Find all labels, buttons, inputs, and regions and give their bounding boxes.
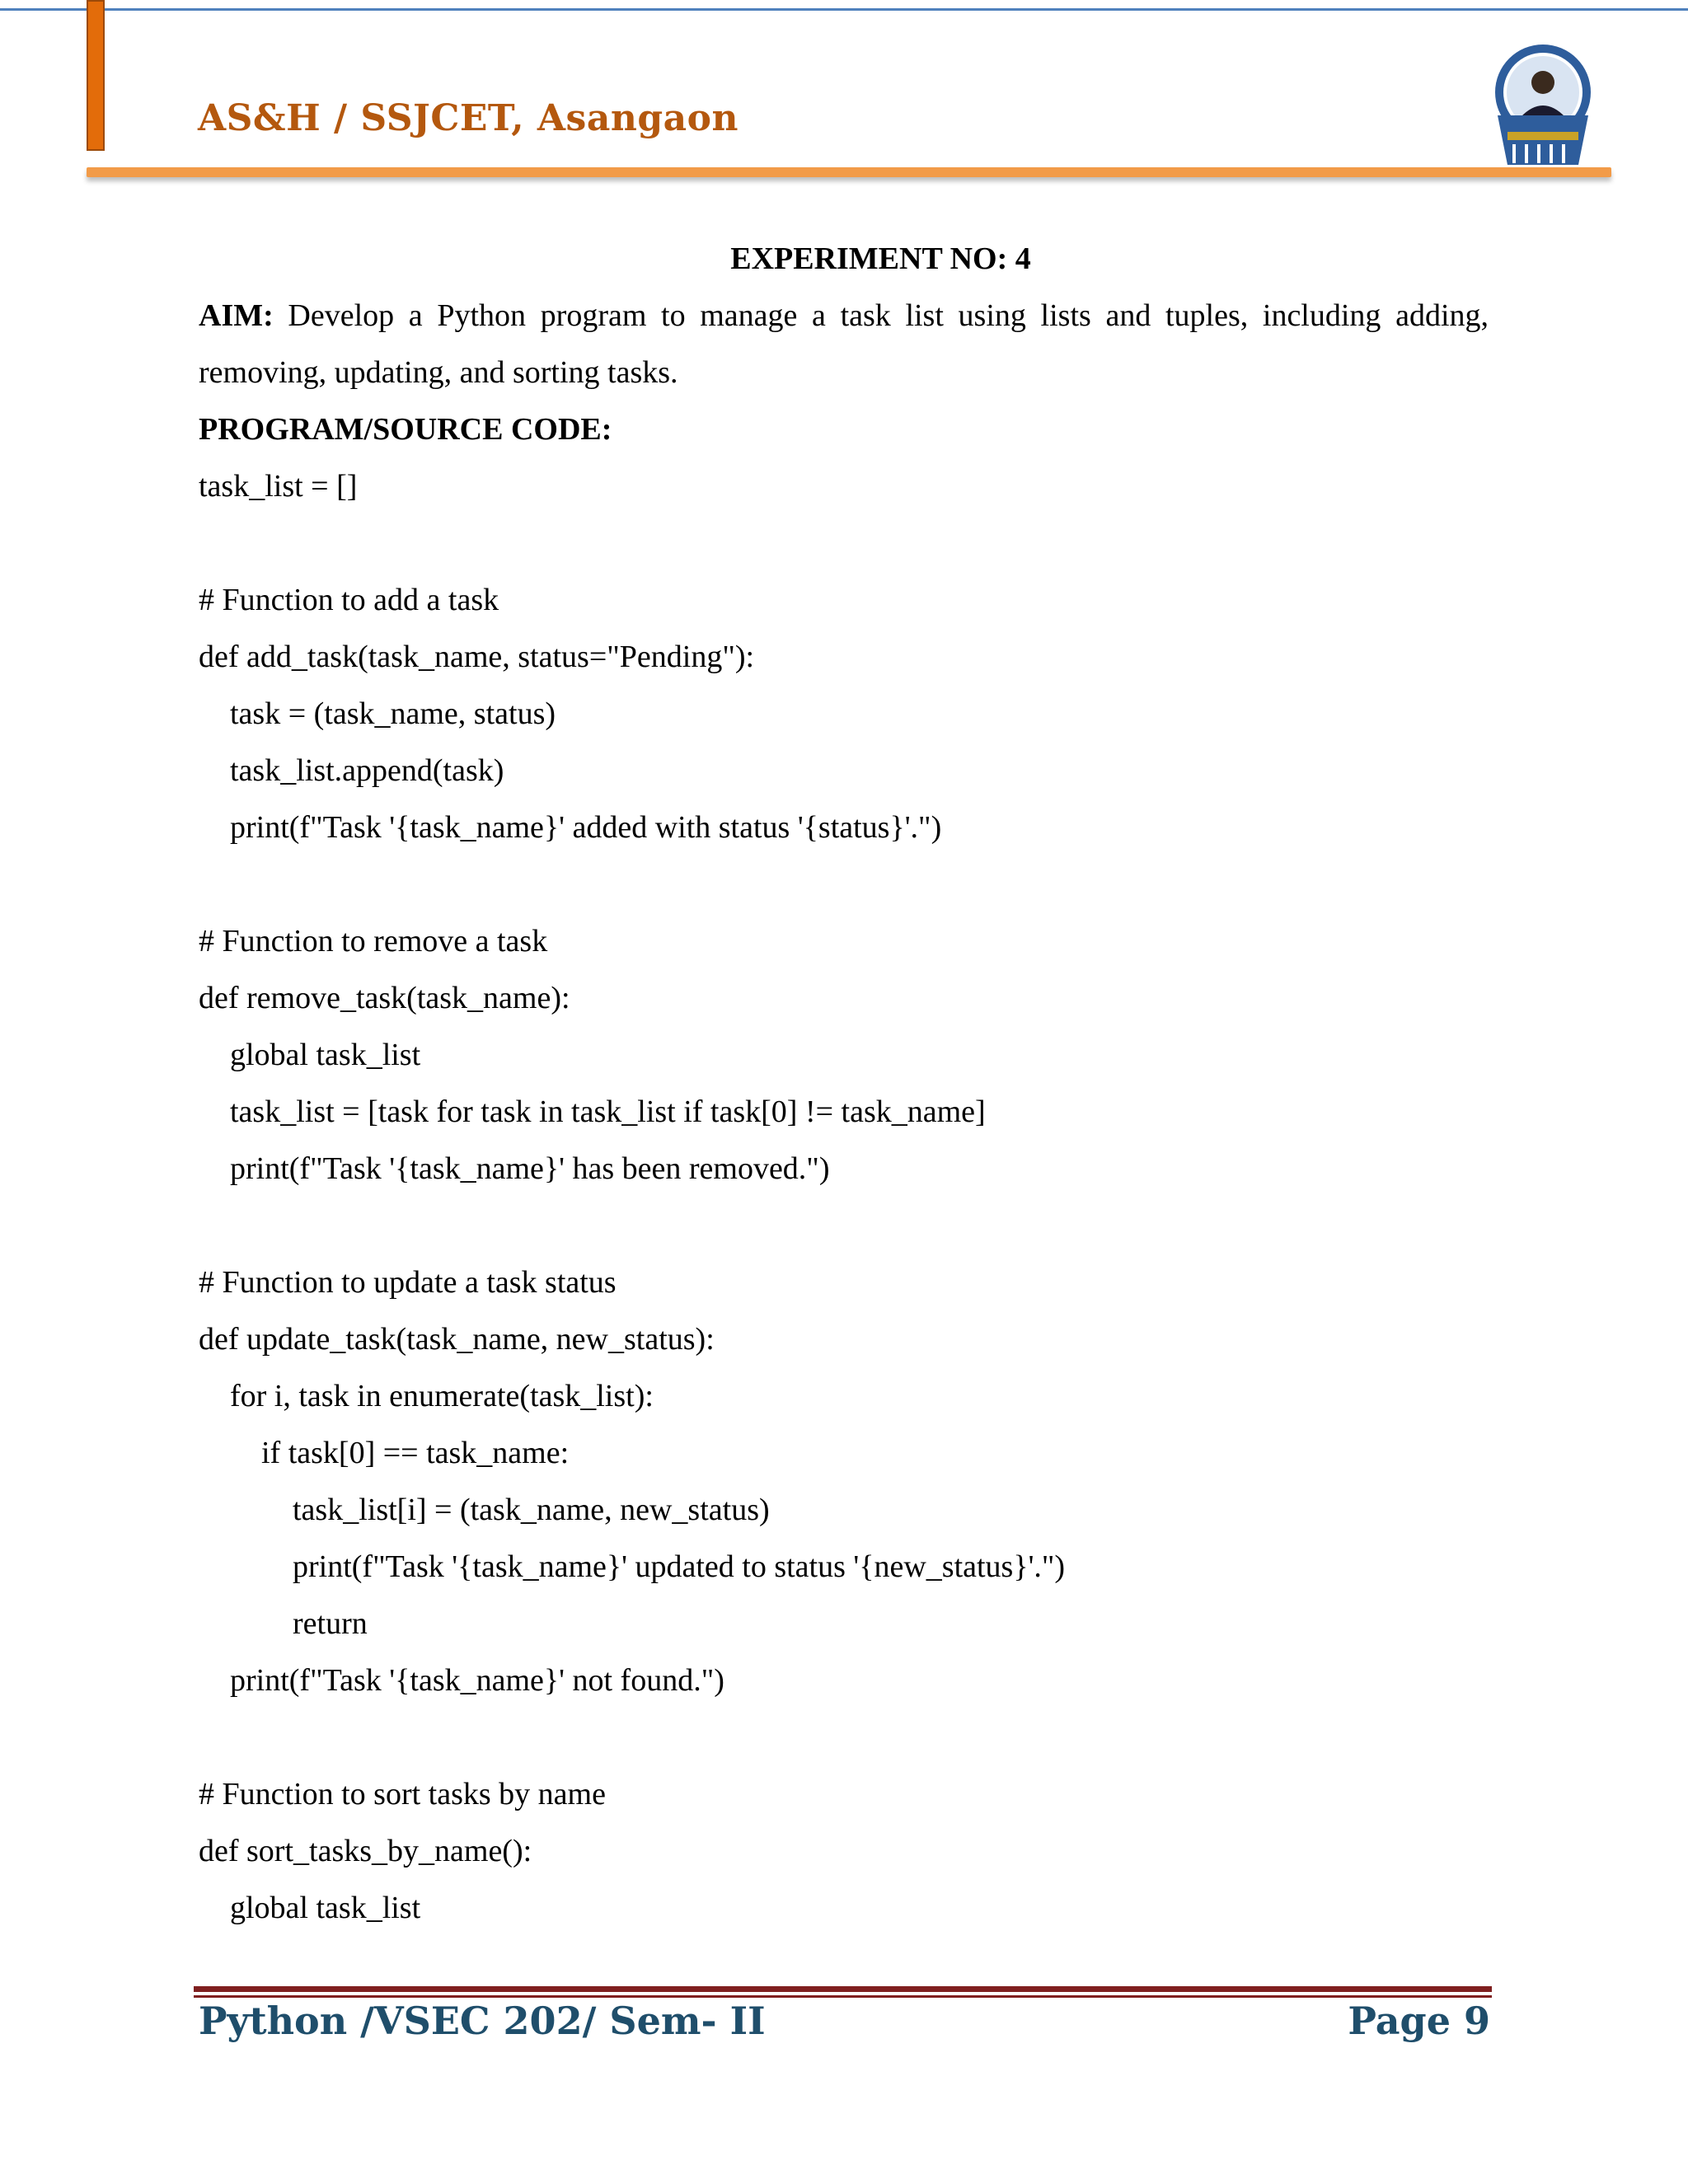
code-line: if task[0] == task_name: — [199, 1436, 570, 1470]
footer-divider-thin — [194, 1995, 1492, 1998]
code-block — [199, 458, 1489, 1937]
code-line — [199, 1709, 1489, 1766]
code-heading: PROGRAM/SOURCE CODE: — [199, 412, 612, 447]
code-line: # Function to update a task status — [199, 1265, 617, 1300]
aim-label: AIM: — [199, 298, 274, 333]
code-line: print(f"Task '{task_name}' updated to status '{new_status}'.") — [199, 1549, 1066, 1584]
code-line: task_list.append(task) — [199, 753, 504, 788]
code-line: for i, task in enumerate(task_list): — [199, 1379, 654, 1413]
experiment-title: EXPERIMENT NO: 4 — [730, 241, 1031, 276]
code-line: global task_list — [199, 1038, 421, 1072]
code-line: def update_task(task_name, new_status): — [199, 1322, 715, 1357]
code-line: return — [199, 1606, 368, 1641]
page-content — [199, 231, 1489, 1937]
top-border-line — [0, 8, 1688, 11]
code-line: def sort_tasks_by_name(): — [199, 1834, 532, 1868]
code-line: print(f"Task '{task_name}' not found.") — [199, 1663, 724, 1698]
code-line: def add_task(task_name, status="Pending"): — [199, 640, 755, 674]
code-line: print(f"Task '{task_name}' has been removed.") — [199, 1151, 830, 1186]
header-title: AS&H / SSJCET, Asangaon — [198, 97, 738, 139]
code-line: print(f"Task '{task_name}' added with status '{status}'.") — [199, 810, 942, 845]
aim-text: Develop a Python program to manage a task list using lists and tuples, including adding, removing, updating, and sorting tasks. — [199, 298, 1489, 390]
aim-paragraph — [199, 288, 1489, 401]
college-seal-logo — [1489, 41, 1597, 166]
code-line: # Function to add a task — [199, 583, 499, 617]
code-line: global task_list — [199, 1891, 421, 1925]
code-line — [199, 515, 1489, 572]
code-line — [199, 1197, 1489, 1254]
code-line: task = (task_name, status) — [199, 696, 556, 731]
code-line: task_list[i] = (task_name, new_status) — [199, 1493, 770, 1527]
code-line — [199, 856, 1489, 913]
code-line: task_list = [] — [199, 469, 358, 504]
header-divider — [87, 167, 1611, 177]
header-accent-bar — [87, 0, 105, 151]
footer-course-label: Python /VSEC 202/ Sem- II — [199, 1999, 766, 2043]
code-line: # Function to sort tasks by name — [199, 1777, 606, 1811]
code-line: def remove_task(task_name): — [199, 981, 570, 1015]
code-line: # Function to remove a task — [199, 924, 548, 958]
code-line: task_list = [task for task in task_list if task[0] != task_name] — [199, 1094, 986, 1129]
footer-page-number: Page 9 — [1348, 1999, 1490, 2043]
footer-divider-thick — [194, 1986, 1492, 1992]
